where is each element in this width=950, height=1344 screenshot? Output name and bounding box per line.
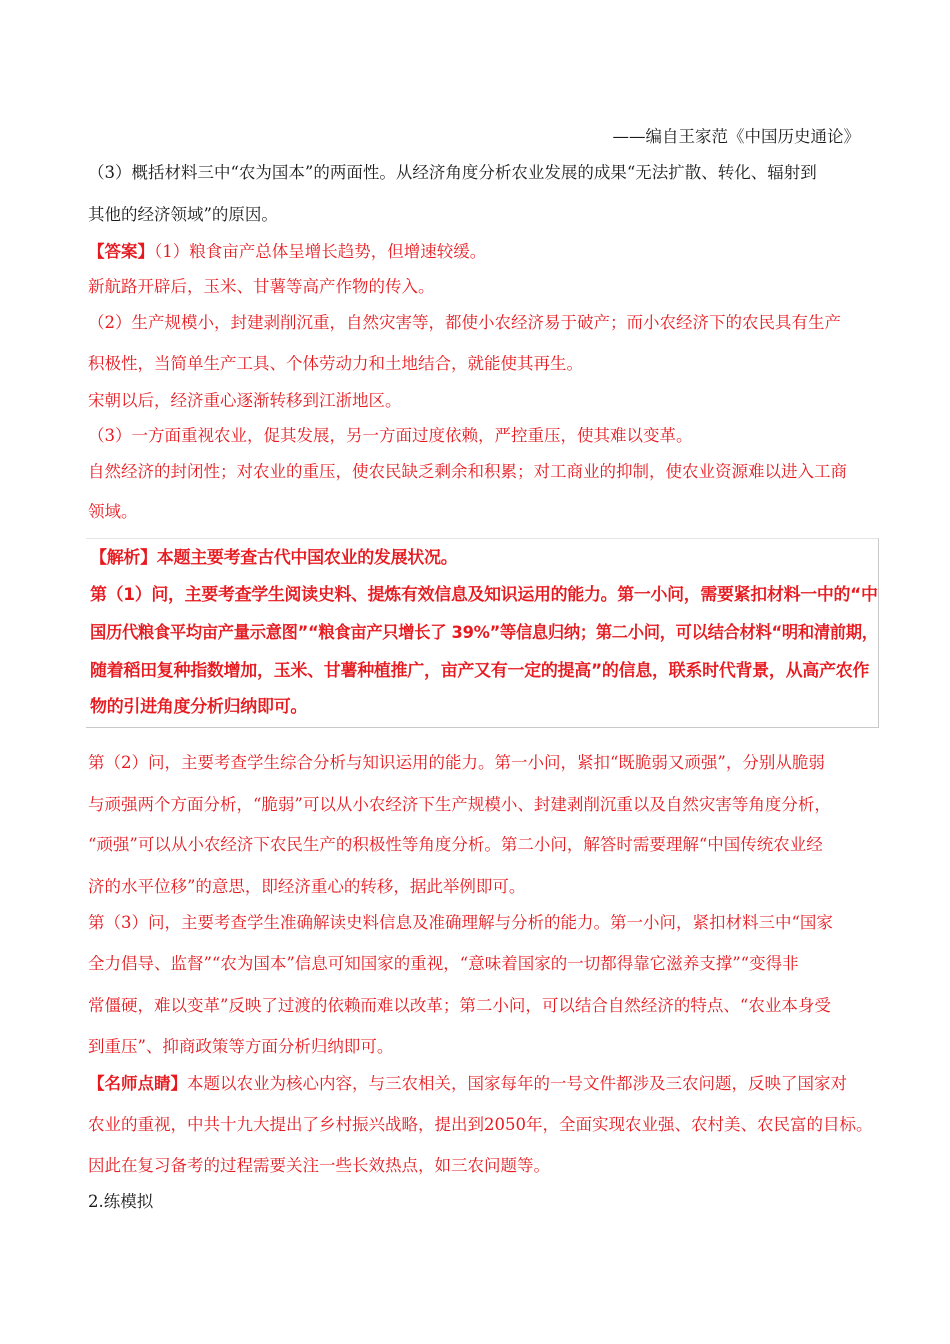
analysis-line: 到重压”、抑商政策等方面分析归纳即可。 — [88, 1037, 394, 1056]
answer-line — [88, 241, 486, 263]
analysis-box-line: 物的引进角度分析归纳即可。 — [90, 697, 308, 717]
teacher-tip-label: 【名师点睛】 — [88, 1074, 187, 1093]
teacher-tip-line: 农业的重视，中共十九大提出了乡村振兴战略，提出到2050年，全面实现农业强、农村美、农民富的目标。 — [88, 1115, 873, 1134]
analysis-box-line: 随着稻田复种指数增加，玉米、甘薯种植推广，亩产又有一定的提高”的信息，联系时代背景，从高产农作 — [90, 661, 870, 681]
source-citation: ——编自王家范《中国历史通论》 — [612, 127, 860, 146]
analysis-line: 第（3）问，主要考查学生准确解读史料信息及准确理解与分析的能力。第一小问，紧扣材料三中“国家 — [88, 913, 833, 932]
analysis-line: 济的水平位移”的意思，即经济重心的转移，据此举例即可。 — [88, 877, 526, 896]
teacher-tip-text: 本题以农业为核心内容，与三农相关，国家每年的一号文件都涉及三农问题，反映了国家对 — [187, 1074, 847, 1093]
answer-line: 自然经济的封闭性；对农业的重压，使农民缺乏剩余和积累；对工商业的抑制，使农业资源难以进入工商 — [88, 462, 847, 481]
question-line: （3）概括材料三中“农为国本”的两面性。从经济角度分析农业发展的成果“无法扩散、转化、辐射到 — [88, 163, 817, 182]
answer-line: 新航路开辟后，玉米、甘薯等高产作物的传入。 — [88, 277, 435, 296]
analysis-box-line: 国历代粮食平均亩产量示意图”“粮食亩产只增长了 39%”等信息归纳；第二小问，可以结合材料“明和清前期， — [90, 623, 878, 643]
analysis-box-line: 第（1）问，主要考查学生阅读史料、提炼有效信息及知识运用的能力。第一小问，需要紧扣材料一中的“中 — [90, 585, 878, 605]
answer-label: 【答案】 — [88, 242, 154, 261]
section-heading: 2.练模拟 — [88, 1192, 154, 1211]
answer-line: 积极性，当简单生产工具、个体劳动力和土地结合，就能使其再生。 — [88, 354, 583, 373]
analysis-line: “顽强”可以从小农经济下农民生产的积极性等角度分析。第二小问，解答时需要理解“中国传统农业经 — [88, 835, 823, 854]
analysis-line: 第（2）问，主要考查学生综合分析与知识运用的能力。第一小问，紧扣“既脆弱又顽强”，分别从脆弱 — [88, 753, 825, 772]
answer-line: （2）生产规模小，封建剥削沉重，自然灾害等，都使小农经济易于破产；而小农经济下的农民具有生产 — [88, 313, 841, 332]
teacher-tip-line: 因此在复习备考的过程需要关注一些长效热点，如三农问题等。 — [88, 1156, 550, 1175]
analysis-line: 全力倡导、监督”“农为国本”信息可知国家的重视，“意味着国家的一切都得靠它滋养支撑”“变得非 — [88, 954, 799, 973]
answer-line: （3）一方面重视农业，促其发展，另一方面过度依赖，严控重压，使其难以变革。 — [88, 426, 693, 445]
answer-text: （1）粮食亩产总体呈增长趋势，但增速较缓。 — [154, 242, 487, 261]
question-line: 其他的经济领域”的原因。 — [88, 205, 278, 224]
answer-line: 宋朝以后，经济重心逐渐转移到江浙地区。 — [88, 391, 402, 410]
analysis-line: 常僵硬，难以变革”反映了过渡的依赖而难以改革；第二小问，可以结合自然经济的特点、“农业本身受 — [88, 996, 831, 1015]
analysis-box-line: 【解析】本题主要考查古代中国农业的发展状况。 — [90, 548, 458, 568]
answer-line: 领域。 — [88, 502, 138, 521]
teacher-tip-line — [88, 1073, 847, 1095]
analysis-line: 与顽强两个方面分析，“脆弱”可以从小农经济下生产规模小、封建剥削沉重以及自然灾害等角度分析， — [88, 795, 831, 814]
